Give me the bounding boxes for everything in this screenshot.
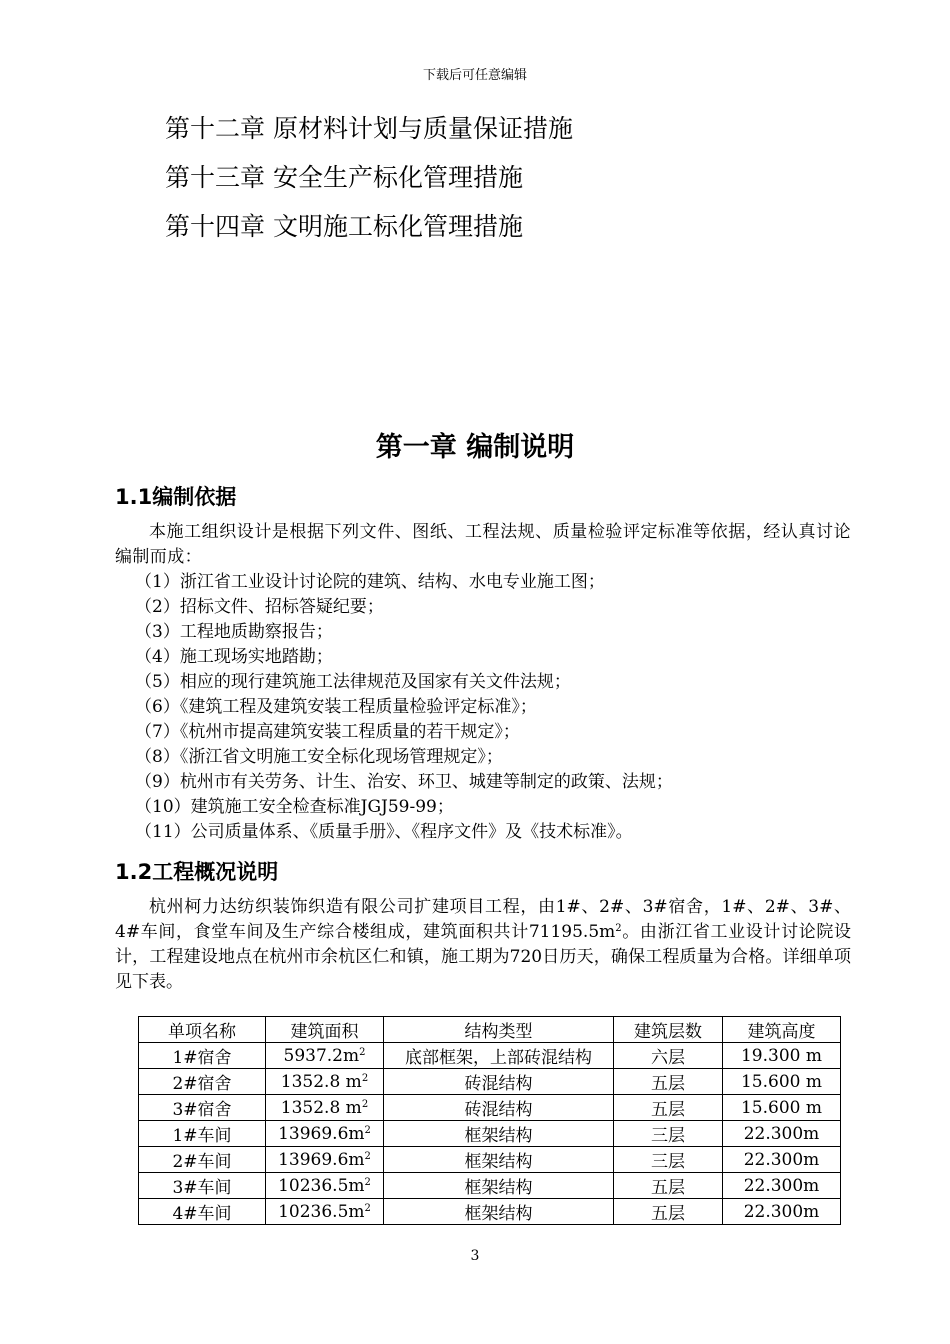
section2-body bbox=[115, 895, 851, 995]
list-item: （11）公司质量体系、《质量手册》、《程序文件》及《技术标准》。 bbox=[135, 822, 633, 842]
table-cell: 三层 bbox=[614, 1147, 723, 1173]
table-cell: 五层 bbox=[614, 1173, 723, 1199]
table-cell bbox=[266, 1069, 384, 1095]
section1-body bbox=[115, 520, 851, 845]
table-header: 单项名称 bbox=[139, 1017, 266, 1043]
table-cell bbox=[266, 1173, 384, 1199]
table-cell: 22.300m bbox=[723, 1199, 841, 1225]
table-cell: 五层 bbox=[614, 1095, 723, 1121]
table-cell: 五层 bbox=[614, 1199, 723, 1225]
table-row bbox=[139, 1173, 841, 1199]
cell-text: 10236.5m bbox=[278, 1175, 365, 1196]
table-cell: 15.600 m bbox=[723, 1095, 841, 1121]
superscript: 2 bbox=[364, 1150, 371, 1162]
list-item: （4）施工现场实地踏勘； bbox=[135, 647, 333, 667]
cell-text: 10236.5m bbox=[278, 1201, 365, 1222]
superscript: 2 bbox=[361, 1072, 369, 1084]
table-header: 建筑层数 bbox=[614, 1017, 723, 1043]
overview-text: 。由浙江省工业设计讨论院设计，工程建设地点在杭州市余杭区仁和镇，施工期为720日历天，确保工程质量为合格。详细单项见下表。 bbox=[115, 922, 851, 992]
superscript: 2 bbox=[364, 1124, 371, 1136]
table-cell: 三层 bbox=[614, 1121, 723, 1147]
superscript: 2 bbox=[361, 1098, 369, 1110]
table-cell: 22.300m bbox=[723, 1121, 841, 1147]
list-item: （8）《浙江省文明施工安全标化现场管理规定》； bbox=[135, 747, 503, 767]
list-item: （5）相应的现行建筑施工法律规范及国家有关文件法规； bbox=[135, 672, 571, 692]
table-cell: 框架结构 bbox=[384, 1199, 614, 1225]
list-item: （9）杭州市有关劳务、计生、治安、环卫、城建等制定的政策、法规； bbox=[135, 772, 673, 792]
table-cell: 1#车间 bbox=[139, 1121, 266, 1147]
cell-text: 13969.6m bbox=[278, 1149, 365, 1170]
table-cell: 3#车间 bbox=[139, 1173, 266, 1199]
cell-text: 1352.8 m bbox=[280, 1097, 362, 1118]
page-number: 3 bbox=[470, 1248, 480, 1264]
section-title: 1.1编制依据 bbox=[115, 485, 237, 509]
overview-paragraph bbox=[115, 895, 851, 995]
superscript: 2 bbox=[359, 1046, 366, 1058]
table-row bbox=[139, 1121, 841, 1147]
table-cell: 框架结构 bbox=[384, 1121, 614, 1147]
table-cell: 19.300 m bbox=[723, 1043, 841, 1069]
list-item: （10）建筑施工安全检查标准JGJ59-99； bbox=[135, 797, 454, 817]
cell-text: 5937.2m bbox=[283, 1045, 360, 1066]
table-header: 建筑高度 bbox=[723, 1017, 841, 1043]
list-item: （3）工程地质勘察报告； bbox=[135, 622, 333, 642]
list-item: （2）招标文件、招标答疑纪要； bbox=[135, 597, 384, 617]
table-row bbox=[139, 1095, 841, 1121]
table-cell: 框架结构 bbox=[384, 1147, 614, 1173]
superscript: 2 bbox=[364, 1202, 371, 1214]
toc-item: 第十三章 安全生产标化管理措施 bbox=[165, 163, 523, 192]
table-cell: 22.300m bbox=[723, 1173, 841, 1199]
table-cell: 框架结构 bbox=[384, 1173, 614, 1199]
table-cell: 3#宿舍 bbox=[139, 1095, 266, 1121]
table-cell bbox=[266, 1121, 384, 1147]
table-cell bbox=[266, 1095, 384, 1121]
table-header: 结构类型 bbox=[384, 1017, 614, 1043]
table-row bbox=[139, 1043, 841, 1069]
toc-item: 第十四章 文明施工标化管理措施 bbox=[165, 212, 523, 241]
overview-text: 杭州柯力达纺织装饰织造有限公司扩建项目工程，由1#、2#、3#宿舍，1#、2#、3#、4#车间，食堂车间及生产综合楼组成，建筑面积共计71195.5m bbox=[115, 897, 851, 942]
table-header-row bbox=[139, 1017, 841, 1043]
project-table bbox=[138, 1016, 841, 1225]
list-item: （1）浙江省工业设计讨论院的建筑、结构、水电专业施工图； bbox=[135, 572, 605, 592]
table-row bbox=[139, 1199, 841, 1225]
list-item: （7）《杭州市提高建筑安装工程质量的若干规定》； bbox=[135, 722, 520, 742]
table-cell: 砖混结构 bbox=[384, 1069, 614, 1095]
section-title: 1.2工程概况说明 bbox=[115, 860, 279, 884]
table-cell bbox=[266, 1199, 384, 1225]
table-cell bbox=[266, 1147, 384, 1173]
table-cell: 2#车间 bbox=[139, 1147, 266, 1173]
table-header: 建筑面积 bbox=[266, 1017, 384, 1043]
superscript: 2 bbox=[615, 923, 622, 934]
table-row bbox=[139, 1147, 841, 1173]
table-of-contents bbox=[165, 104, 573, 251]
toc-item: 第十二章 原材料计划与质量保证措施 bbox=[165, 114, 573, 143]
table-cell: 砖混结构 bbox=[384, 1095, 614, 1121]
table-cell: 六层 bbox=[614, 1043, 723, 1069]
list-item: （6）《建筑工程及建筑安装工程质量检验评定标准》； bbox=[135, 697, 537, 717]
table-cell: 五层 bbox=[614, 1069, 723, 1095]
superscript: 2 bbox=[364, 1176, 371, 1188]
table-row bbox=[139, 1069, 841, 1095]
intro-paragraph: 本施工组织设计是根据下列文件、图纸、工程法规、质量检验评定标准等依据，经认真讨论编制而成： bbox=[115, 522, 851, 567]
page-header: 下载后可任意编辑 bbox=[422, 68, 527, 83]
chapter-title: 第一章 编制说明 bbox=[375, 432, 575, 463]
cell-text: 1352.8 m bbox=[280, 1071, 362, 1092]
table-cell: 1#宿舍 bbox=[139, 1043, 266, 1069]
table-cell: 4#车间 bbox=[139, 1199, 266, 1225]
table-cell: 22.300m bbox=[723, 1147, 841, 1173]
table-cell bbox=[266, 1043, 384, 1069]
cell-text: 13969.6m bbox=[278, 1123, 365, 1144]
table-cell: 15.600 m bbox=[723, 1069, 841, 1095]
table-cell: 底部框架，上部砖混结构 bbox=[384, 1043, 614, 1069]
table-cell: 2#宿舍 bbox=[139, 1069, 266, 1095]
